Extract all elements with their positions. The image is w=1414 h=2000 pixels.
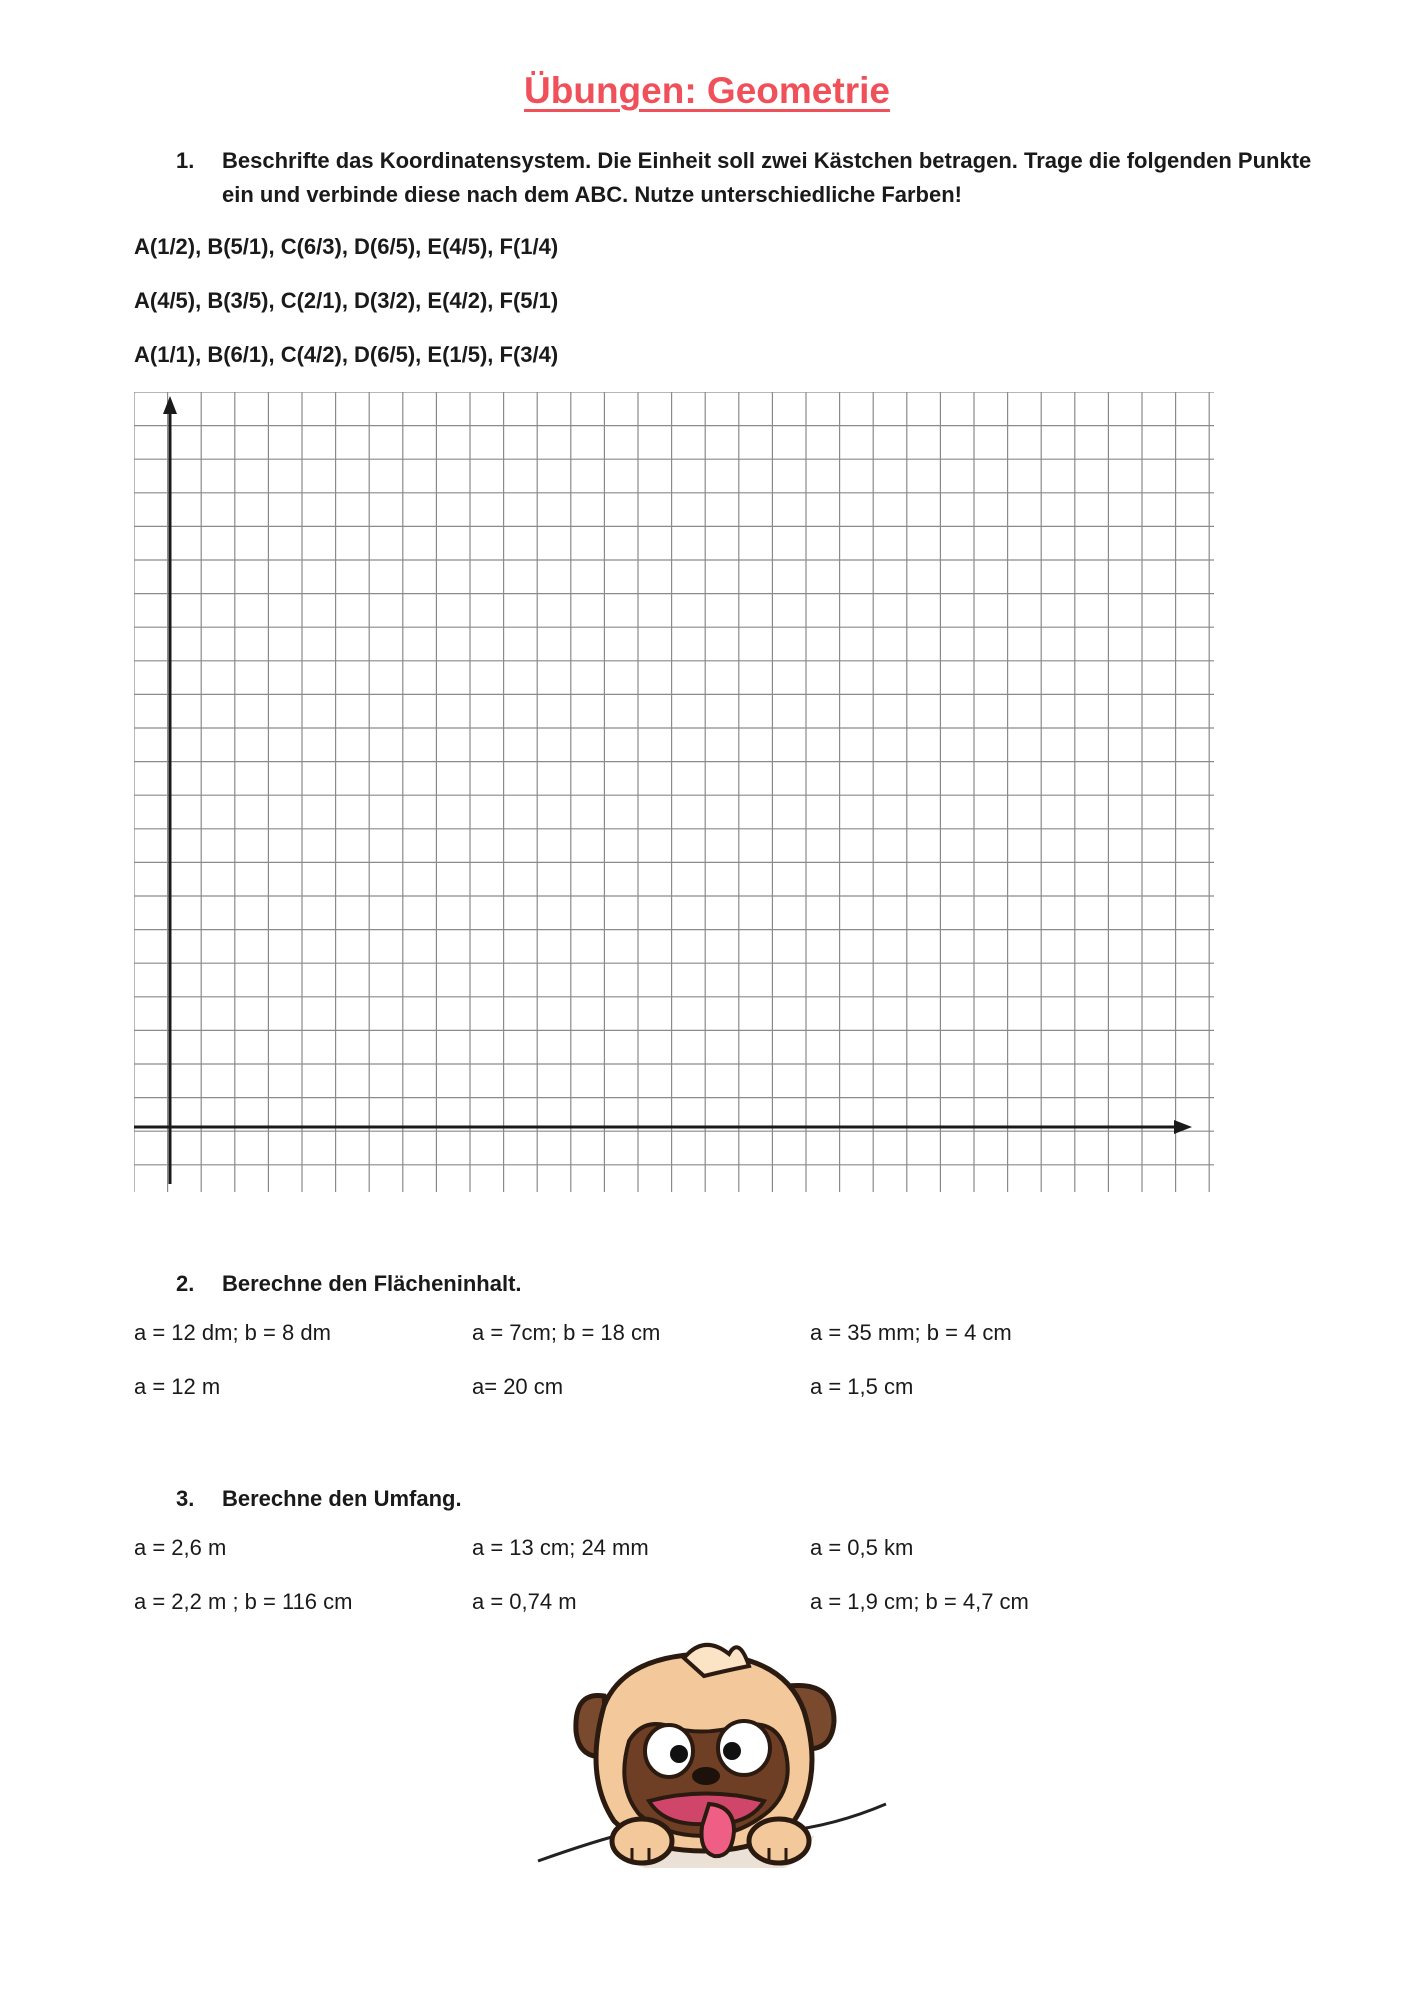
perimeter-item: a = 0,5 km (810, 1535, 914, 1560)
coordinate-grid[interactable] (134, 392, 1214, 1197)
task-2-instruction: Berechne den Flächeninhalt. (222, 1271, 522, 1296)
area-item: a = 1,5 cm (810, 1374, 914, 1399)
point-set-3: A(1/1), B(6/1), C(4/2), D(6/5), E(1/5), F(3/4) (134, 342, 559, 367)
perimeter-item: a = 0,74 m (472, 1589, 577, 1614)
task-2-heading (176, 1267, 776, 1301)
page-title: Übungen: Geometrie (524, 70, 890, 111)
perimeter-item: a = 2,6 m (134, 1535, 227, 1560)
task-3-number: 3. (176, 1486, 195, 1511)
y-axis-arrow-icon (163, 396, 177, 414)
perimeter-item: a = 1,9 cm; b = 4,7 cm (810, 1589, 1029, 1614)
task-3-instruction: Berechne den Umfang. (222, 1486, 462, 1511)
perimeter-item: a = 13 cm; 24 mm (472, 1535, 649, 1560)
perimeter-item: a = 2,2 m ; b = 116 cm (134, 1589, 353, 1614)
area-item: a = 35 mm; b = 4 cm (810, 1320, 1012, 1345)
task-2-number: 2. (176, 1271, 195, 1296)
point-set-2: A(4/5), B(3/5), C(2/1), D(3/2), E(4/2), F(5/1) (134, 288, 559, 313)
x-axis-arrow-icon (1174, 1120, 1192, 1134)
point-set-1: A(1/2), B(5/1), C(6/3), D(6/5), E(4/5), F(1/4) (134, 234, 559, 259)
task-1-number: 1. (176, 148, 195, 173)
area-item: a= 20 cm (472, 1374, 564, 1399)
cartoon-pug-icon (534, 1636, 894, 1881)
area-item: a = 7cm; b = 18 cm (472, 1320, 661, 1345)
task-1-heading (176, 144, 1316, 214)
task-3-heading (176, 1482, 776, 1516)
area-item: a = 12 m (134, 1374, 221, 1399)
task-1-instruction: Beschrifte das Koordinatensystem. Die Einheit soll zwei Kästchen betragen. Trage die folgenden Punkte ein und verbinde diese nach dem ABC. Nutze unterschiedliche Farben! (222, 148, 1312, 207)
area-item: a = 12 dm; b = 8 dm (134, 1320, 331, 1345)
coordinate-system-svg (134, 392, 1214, 1192)
